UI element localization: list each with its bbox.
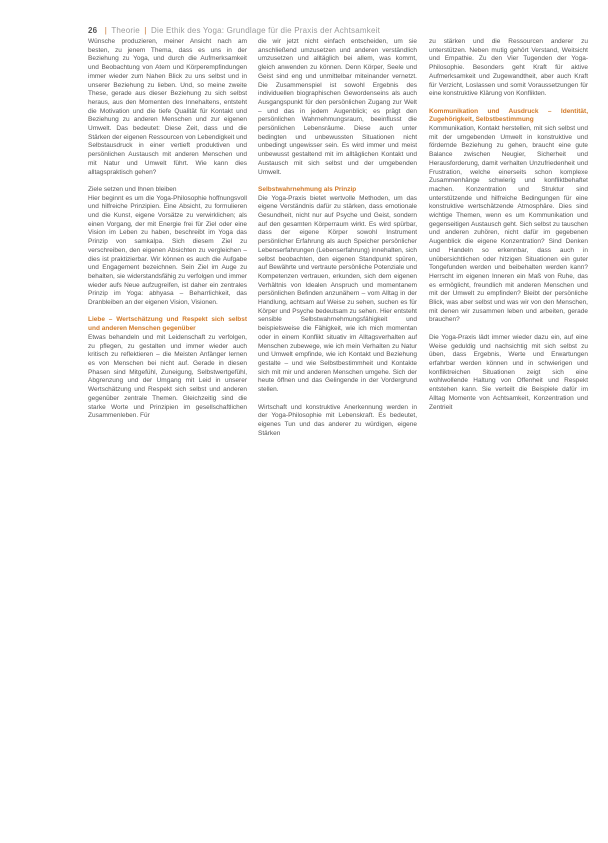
paragraph: Die Yoga-Praxis lädt immer wieder dazu ein, auf eine Weise geduldig und nachsichtig mit sich selbst zu üben, dass Ergebnis, Werte und Erwartungen erfahrbar werden können und in schwierigen und konfliktreichen Situationen zeigt sich eine wohlwollende Haltung von Offenheit und Respekt entstehen kann. Sie verteilt die Beispiele dafür im Alltag Momente von Achtsamkeit, Konzentration und Zentrieit <box>429 333 588 411</box>
text-column-1 <box>88 38 247 430</box>
header-section: Theorie <box>111 26 140 35</box>
paragraph: die wir jetzt nicht einfach entscheiden, um sie anschließend umzusetzen und anderen verständlich umzusetzen und alltäglich bei allem, was kommt, gleich anwenden zu können. Denn Körper, Seele und Geist sind eng und unmittelbar miteinander vernetzt. Die Zusammenspiel ist sowohl Ergebnis des individuellen biographischen Gewordenseins als auch Ausgangspunkt für den persönlichen Zugang zur Welt – und das in jedem Augenblick; es prägt den persönlichen Wahrnehmungsraum, beeinflusst die persönlichen Lebensräume. Diese auch unter bedingten und unbewussten Situationen nicht unbedingt ungewisser sein. Es wird immer und meist unbewusst gestaltend mit im alltäglichen Kontakt und Austausch mit sich selbst und der umgebenden Umwelt. <box>258 38 417 176</box>
page-number: 26 <box>88 26 98 35</box>
paragraph: Wünsche produzieren, meiner Ansicht nach am besten, zu jenem Thema, dass es uns in der Beziehung zu Yoga, und durch die Aufmerksamkeit und Beobachtung von Atem und Körperempfindungen immer wieder zum Nahen Blick zu uns selbst und in unserer Beziehung zu lieben. Und, so meine zweite These, gerade aus dieser Beziehung zu sich selbst heraus, aus den Momenten des Innehaltens, entsteht die Motivation und die tiefe Qualität für Kontakt und Beziehung zu anderen Menschen und zur eigenen Umwelt. Das bedeutet: Diese Zeit, dass und die Stärken der eigenen Ressourcen von Lebendigkeit und Selbstausdruck in einer vertieft produktiven und persönlichen Austausch mit anderen Menschen und mit Natur und Umwelt führt. Wie kann dies alltagspraktisch gehen? <box>88 38 247 176</box>
running-header <box>88 26 380 35</box>
section-heading: Selbstwahrnehmung als Prinzip <box>258 185 357 193</box>
section-heading: Liebe – Wertschätzung und Respekt sich selbst und anderen Menschen gegenüber <box>88 316 247 333</box>
subheading: Ziele setzen und Ihnen bleiben <box>88 185 177 193</box>
paragraph: Hier beginnt es um die Yoga-Philosophie hoffnungsvoll und hilfreiche Prinzipien. Eine Absicht, zu formulieren und die Kunst, eigene Vorsätze zu verwirklichen; als einen Vorgang, der mit Energie frei für Ziel oder eine Vision im Leben zu haben, beschreibt im Yoga das Prinzip von samkalpa. Sich diesem Ziel zu verschreiben, den eigenen Absichten zu vergleichen – dies ist praktizierbar. Wir können es auch die Aufgabe und Engagement bezeichnen. Sein Ziel im Auge zu behalten, sie widerstandsfähig zu verfolgen und immer wieder aufs Neue aufzugreifen, ist daher ein zentrales Prinzip im Yoga: abhyasa – Beharrlichkeit, das Dranbleiben an der eigenen Vision, Visionen. <box>88 194 247 307</box>
section-heading: Kommunikation und Ausdruck – Identität, Zugehörigkeit, Selbstbestimmung <box>429 107 588 124</box>
paragraph: Wirtschaft und konstruktive Anerkennung werden in der Yoga-Philosophie mit Lebenskraft. Es bedeutet, eigenes Tun und das anderer zu würdigen, eigene Stärken <box>258 403 417 437</box>
header-separator-2: | <box>144 26 147 35</box>
paragraph: Die Yoga-Praxis bietet wertvolle Methoden, um das eigene Verständnis dafür zu stärken, dass emotionale Gesundheit, nicht nur auf Psyche und Geist, sondern auf den gesamten Körperraum wirkt. Es wird spürbar, dass der eigene Körper sowohl Instrument persönlicher Erfahrung als auch Speicher persönlicher Lebenserfahrungen (Lebenserfahrung) innehalten, sich selbst beobachten, den eigenen Standpunkt spüren, auf Bewährte und vertraute persönliche Potenziale und Kompetenzen vertrauen, erkunden, sich dem eigenen Verhältnis von Idealen Anspruch und momentanem persönlichen Befinden anzunähern – vom Alltag in der Handlung, achtsam auf Weise zu sehen, suchen es für Körper und Psyche bedeutsam zu sehen. Hier entsteht sensible Selbstwahrnehmungsfähigkeit und beispielsweise die Fähigkeit, wie ich mich momentan oder in einem Konflikt situativ im Alltagsverhalten auf Menschen zubewege, wie ich mein Verhalten zu Natur und Umwelt empfinde, wie ich Kontakt und Beziehung gestalte – und wie Selbstbestimmheit und Kontakte sich mit mir und anderen Menschen umgehe. Sich der heute öffnen und das Gelingende in der Vordergrund stellen. <box>258 194 417 394</box>
header-separator: | <box>104 26 108 35</box>
text-column-2 <box>258 38 417 447</box>
header-title: Die Ethik des Yoga: Grundlage für die Praxis der Achtsamkeit <box>151 26 381 35</box>
text-column-3 <box>429 38 588 421</box>
paragraph: Kommunikation, Kontakt herstellen, mit sich selbst und mit der umgebenden Umwelt in konstruktive und fördernde Beziehung zu gehen, braucht eine gute Balance zwischen Neugier, Sicherheit und Herausforderung, damit verhalten Unzufriedenheit und Frustration, welche einerseits schon komplexe Zusammenhänge schwierig und konfliktbehaftet machen. Konzentration und Struktur sind unterstützende und hilfreiche Bedingungen für eine konstruktive wertschätzende Atmosphäre. Dies sind wichtige Themen, wenn es um Kommunikation und gegenseitigen Austausch geht. Sich selbst zu tauschen und anderen zuhören, nicht dafür im gegebenen Augenblick die eigene Konzentration? Sind Denken und Handeln so erkennbar, dass auch in unübersichtlichen oder hitzigen Situationen ein guter Tongefunden werden und beibehalten werden kann? Herrscht im eigenen Inneren ein Maß von Ruhe, das es ermöglicht, freundlich mit anderen Menschen und mit der Umwelt zu empfinden? Bleibt der persönliche Blick, was aber selbst und was wir von den Menschen, mit denen wir zusammen leben und arbeiten, gerade brauchen? <box>429 125 588 324</box>
paragraph: zu stärken und die Ressourcen anderer zu unterstützen. Neben mutig gehört Verstand, Weitsicht und Empathie. Zu den Vier Tugenden der Yoga-Philosophie. Besonders geht Kraft für aktive Aufmerksamkeit und Zugewandtheit, aber auch Kraft für Verzicht, Loslassen und somit Voraussetzungen für eine konstruktive Klärung von Konflikten. <box>429 38 588 98</box>
paragraph: Etwas behandeln und mit Leidenschaft zu verfolgen, zu pflegen, zu gestalten und immer wieder auch kritisch zu reflektieren – die Meisten Anfänger lernen es von Menschen bei nicht auf. Gerade in diesen Phasen sind Mitgefühl, Zuneigung, Selbstwertgefühl, Abgrenzung und der Umgang mit Leid in unserer Wertschätzung und Respekt sich selbst und anderen gegenüber zentrale Themen. Gleichzeitig sind die starke Worte und Prinzipien im gesellschaftlichen Zusammenleben. Für <box>88 333 247 420</box>
